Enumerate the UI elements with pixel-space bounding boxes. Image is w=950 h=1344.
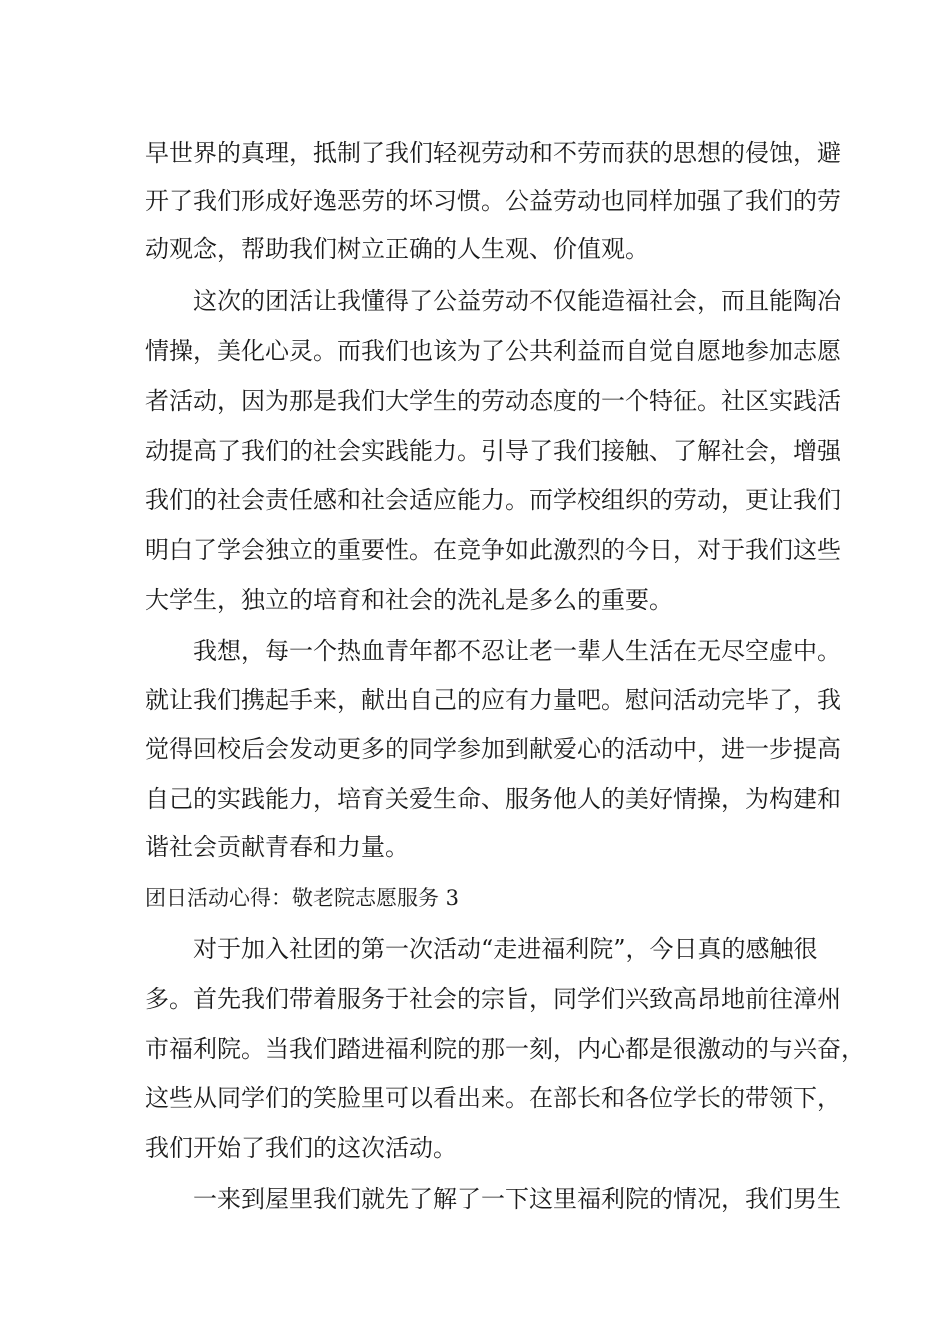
- paragraph-line: 开了我们形成好逸恶劳的坏习惯。公益劳动也同样加强了我们的劳: [145, 187, 841, 215]
- paragraph-line: 对于加入社团的第一次活动“走进福利院”，今日真的感触很: [193, 935, 818, 963]
- paragraph-line: 市福利院。当我们踏进福利院的那一刻，内心都是很激动的与兴奋，: [145, 1035, 865, 1063]
- paragraph-line: 自己的实践能力，培育关爱生命、服务他人的美好情操，为构建和: [145, 785, 841, 813]
- paragraph-line: 动提高了我们的社会实践能力。引导了我们接触、了解社会，增强: [145, 437, 841, 465]
- paragraph-line: 情操，美化心灵。而我们也该为了公共利益而自觉自愿地参加志愿: [145, 337, 841, 365]
- paragraph-line: 这些从同学们的笑脸里可以看出来。在部长和各位学长的带领下，: [145, 1084, 841, 1112]
- section-heading: 团日活动心得：敬老院志愿服务 3: [145, 886, 460, 910]
- paragraph-line: 多。首先我们带着服务于社会的宗旨，同学们兴致高昂地前往漳州: [145, 985, 841, 1013]
- paragraph-line: 我想，每一个热血青年都不忍让老一辈人生活在无尽空虚中。: [193, 637, 841, 665]
- paragraph-line: 这次的团活让我懂得了公益劳动不仅能造福社会，而且能陶冶: [193, 287, 841, 315]
- paragraph-line: 我们的社会责任感和社会适应能力。而学校组织的劳动，更让我们: [145, 486, 841, 514]
- paragraph-line: 动观念，帮助我们树立正确的人生观、价值观。: [145, 235, 649, 263]
- paragraph-line: 早世界的真理，抵制了我们轻视劳动和不劳而获的思想的侵蚀，避: [145, 139, 841, 167]
- paragraph-line: 我们开始了我们的这次活动。: [145, 1134, 457, 1162]
- paragraph-line: 者活动，因为那是我们大学生的劳动态度的一个特征。社区实践活: [145, 387, 841, 415]
- paragraph-line: 一来到屋里我们就先了解了一下这里福利院的情况，我们男生: [193, 1185, 841, 1213]
- paragraph-line: 谐社会贡献青春和力量。: [145, 833, 409, 861]
- paragraph-line: 明白了学会独立的重要性。在竞争如此激烈的今日，对于我们这些: [145, 536, 841, 564]
- paragraph-line: 大学生，独立的培育和社会的洗礼是多么的重要。: [145, 586, 673, 614]
- paragraph-line: 就让我们携起手来，献出自己的应有力量吧。慰问活动完毕了，我: [145, 686, 841, 714]
- paragraph-line: 觉得回校后会发动更多的同学参加到献爱心的活动中，进一步提高: [145, 735, 841, 763]
